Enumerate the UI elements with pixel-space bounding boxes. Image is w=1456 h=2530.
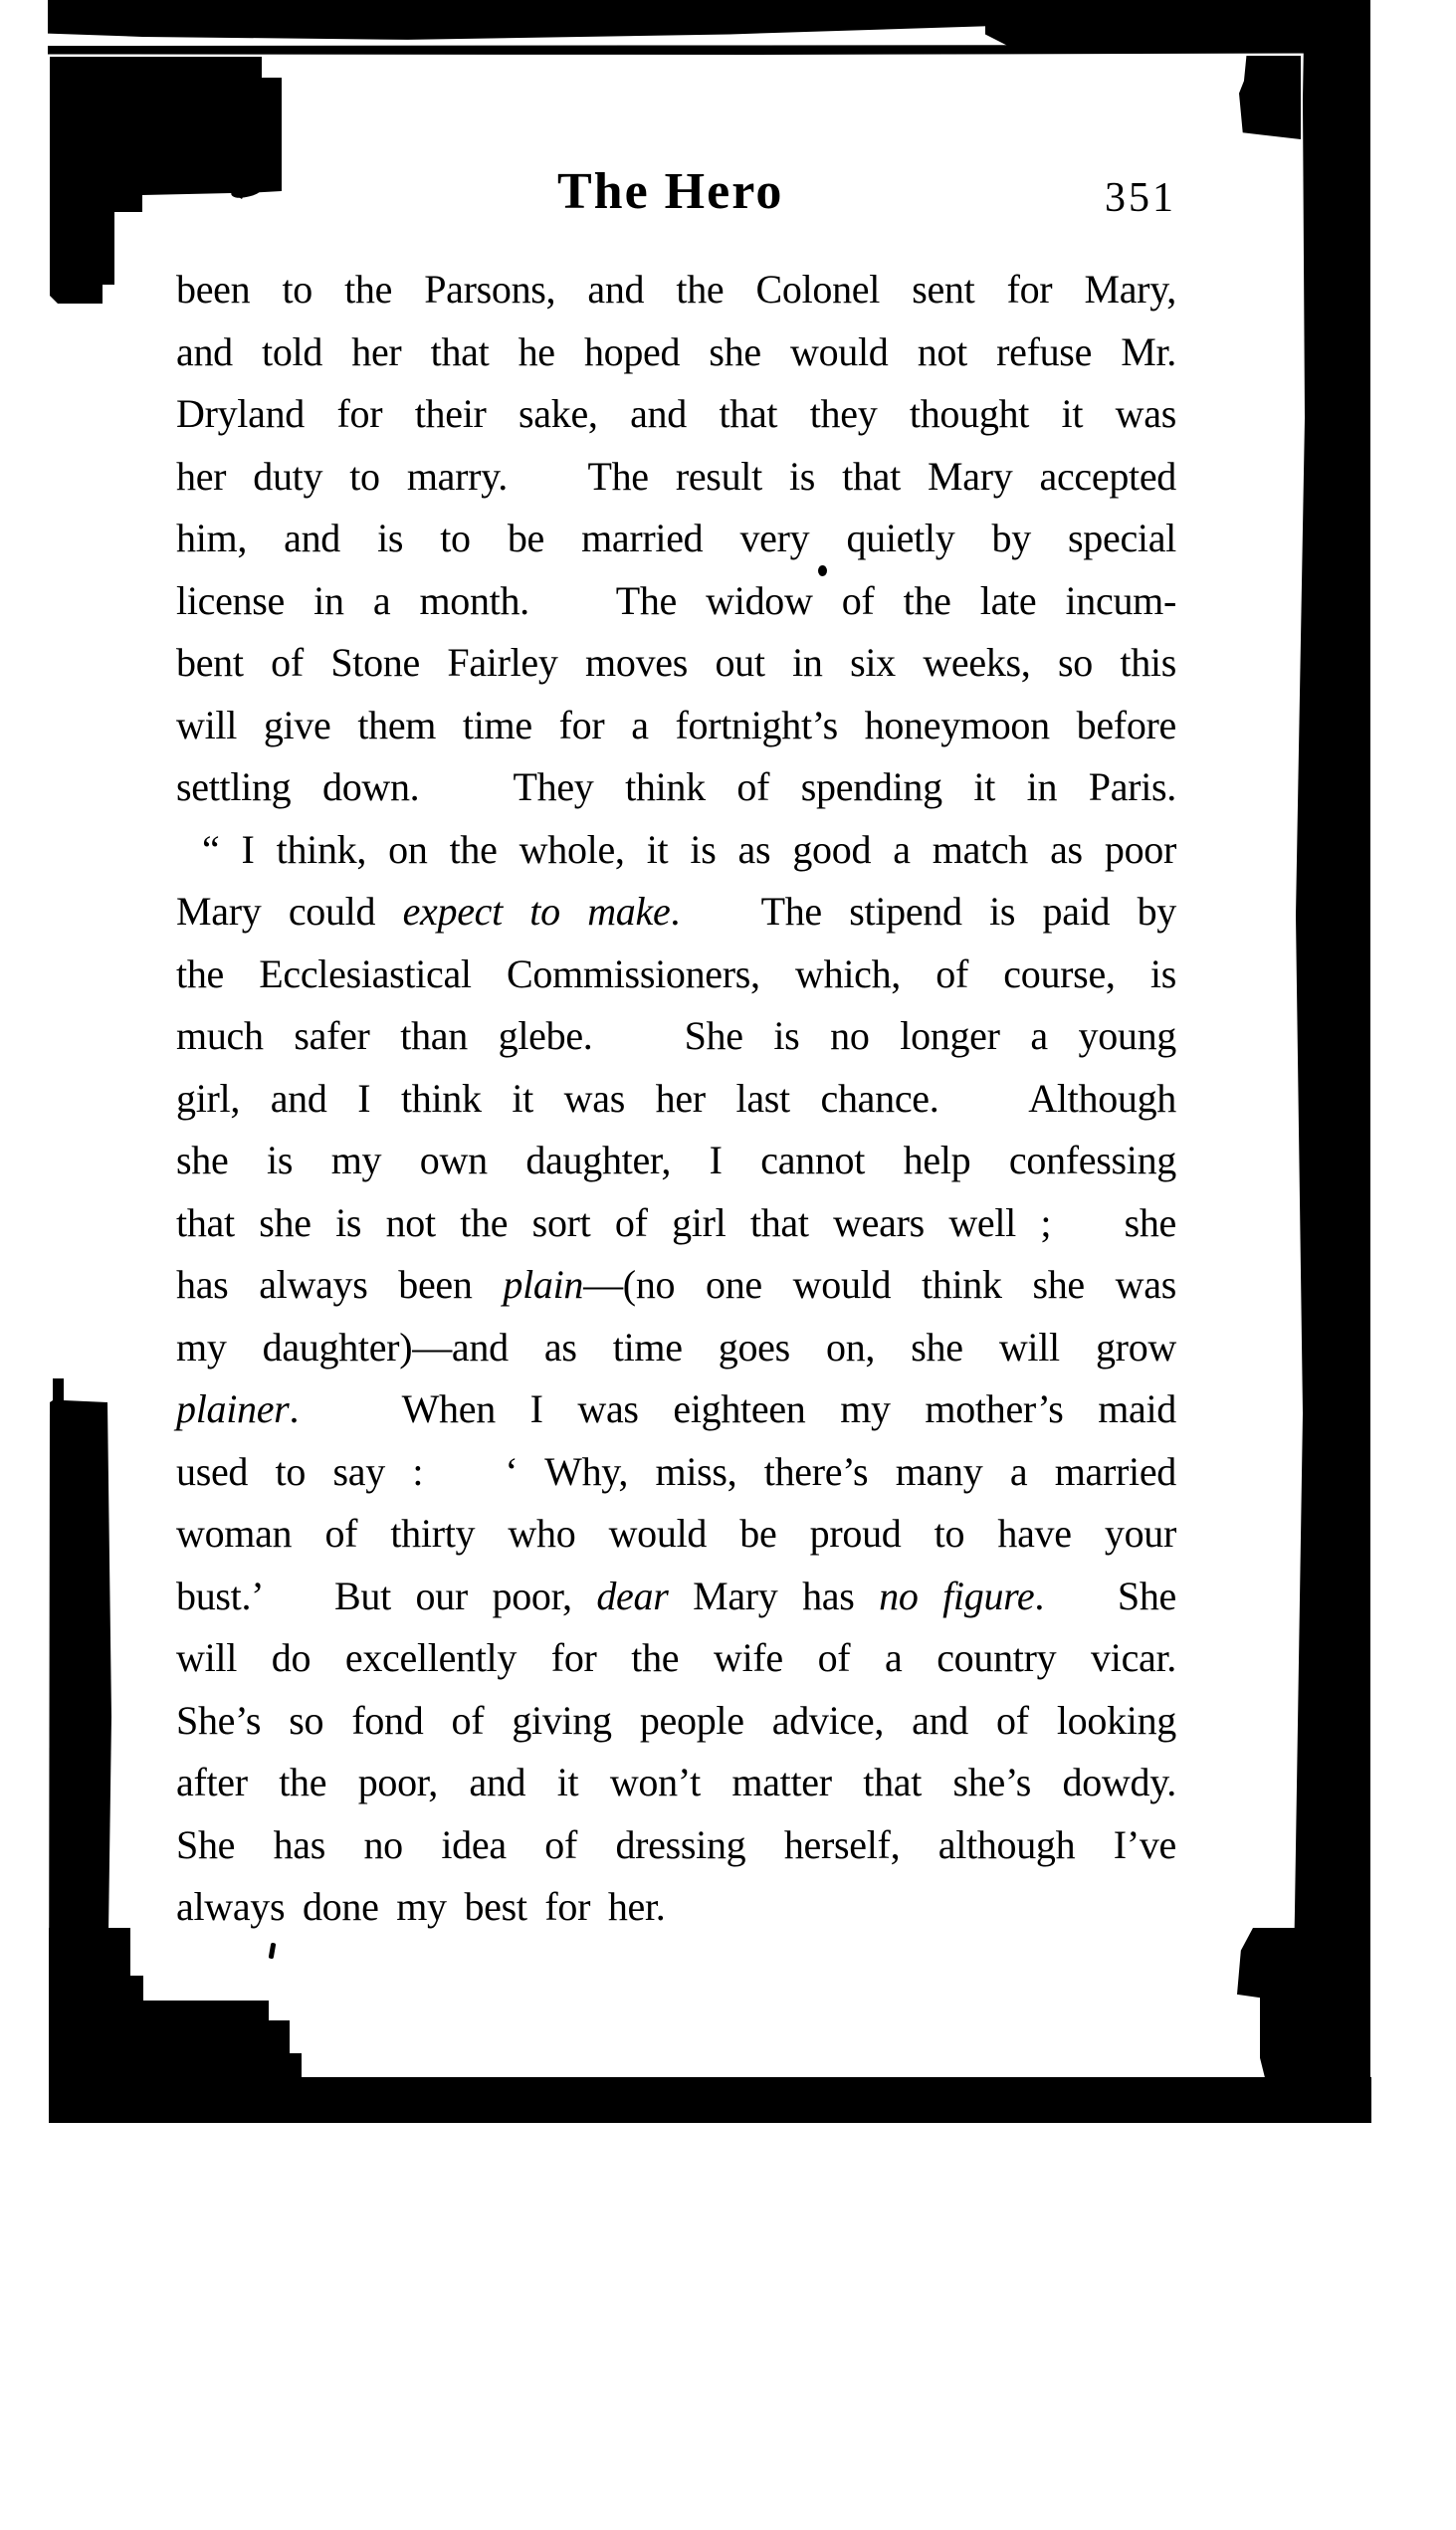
text-block: [176, 259, 1176, 1939]
text-line: [176, 1192, 1176, 1255]
text-line: [176, 632, 1176, 695]
text-line: [176, 1005, 1176, 1068]
ink-band-bottom: [49, 2077, 1371, 2123]
text-line: [176, 756, 1176, 819]
text-line: [176, 446, 1176, 509]
text-segment: “ I think, on the whole, it is as good a match as poor: [202, 826, 1176, 872]
text-segment: him, and is to be married very quietly by special: [176, 516, 1176, 560]
text-segment: my daughter)—and as time goes on, she will grow: [176, 1324, 1176, 1370]
ink-strip-right: [1291, 40, 1370, 2123]
ink-blob-right-lower-2: [1260, 1997, 1304, 2084]
text-segment: her duty to marry. The result is that Mary accepted: [176, 453, 1176, 499]
text-segment: Dryland for their sake, and that they thought it was: [176, 391, 1176, 436]
text-line: [176, 1317, 1176, 1379]
text-line: [176, 321, 1176, 384]
text-segment: used to say : ‘ Why, miss, there’s many a married: [176, 1448, 1176, 1494]
text-line: [176, 1752, 1176, 1814]
text-segment: girl, and I think it was her last chance. Although: [176, 1075, 1176, 1121]
text-line: [176, 881, 1176, 944]
page-number: 351: [1105, 175, 1176, 221]
text-segment: will give them time for a fortnight’s honeymoon before: [176, 702, 1176, 747]
text-segment: settling down. They think of spending it in Paris.: [176, 764, 1176, 809]
text-line: [176, 259, 1176, 321]
italic-text-segment: plain: [503, 1262, 584, 1307]
text-segment: bust.’ But our poor,: [176, 1573, 597, 1618]
ink-blob-right-upper: [1239, 56, 1301, 139]
text-segment: woman of thirty who would be proud to have your: [176, 1511, 1176, 1556]
text-line: [176, 508, 1176, 570]
text-line: [176, 819, 1176, 882]
text-line: [176, 383, 1176, 446]
text-segment: She has no idea of dressing herself, although I’ve: [176, 1821, 1176, 1867]
text-line: [176, 1254, 1176, 1317]
ink-line-top: [48, 45, 1324, 55]
text-segment: will do excellently for the wife of a country vicar.: [176, 1635, 1176, 1680]
text-segment: been to the Parsons, and the Colonel sent for Mary,: [176, 267, 1176, 312]
text-line: [176, 1566, 1176, 1628]
ink-dot: [818, 565, 827, 576]
italic-text-segment: plainer: [176, 1386, 290, 1431]
text-line: [176, 1627, 1176, 1690]
ink-blob-right-lower-1: [1237, 1928, 1301, 2003]
text-segment: has always been: [176, 1262, 504, 1307]
text-segment: always done my best for her.: [176, 1884, 666, 1929]
text-segment: . She: [1034, 1573, 1176, 1618]
text-segment: that she is not the sort of girl that wears well ; she: [176, 1199, 1176, 1245]
text-line: [176, 944, 1176, 1006]
italic-text-segment: no figure: [879, 1573, 1035, 1618]
text-line: [176, 1690, 1176, 1753]
text-line: [176, 1441, 1176, 1504]
text-segment: —(no one would think she was: [583, 1262, 1176, 1307]
text-segment: after the poor, and it won’t matter that she’s dowdy.: [176, 1760, 1176, 1804]
text-segment: much safer than glebe. She is no longer a young: [176, 1013, 1176, 1058]
ink-step-left-5: [49, 2053, 302, 2077]
text-segment: she is my own daughter, I cannot help confessing: [176, 1138, 1176, 1182]
text-segment: . The stipend is paid by: [670, 889, 1177, 934]
text-line: [176, 1130, 1176, 1192]
text-line: [176, 1876, 1176, 1939]
text-line: [176, 1068, 1176, 1131]
text-line: [176, 1814, 1176, 1877]
running-header-title: The Hero: [557, 163, 784, 220]
italic-text-segment: dear: [596, 1573, 669, 1618]
text-segment: . When I was eighteen my mother’s maid: [289, 1386, 1176, 1431]
text-line: [176, 1503, 1176, 1566]
text-line: [176, 1378, 1176, 1441]
text-segment: bent of Stone Fairley moves out in six weeks, so this: [176, 640, 1176, 685]
text-segment: She’s so fond of giving people advice, and of looking: [176, 1697, 1176, 1743]
text-segment: the Ecclesiastical Commissioners, which, of course, is: [176, 950, 1176, 996]
ink-bar-top: [48, 0, 995, 42]
text-segment: and told her that he hoped she would not refuse Mr.: [176, 328, 1176, 374]
text-segment: Mary has: [668, 1573, 880, 1618]
ink-tick: [269, 1943, 277, 1960]
text-line: [176, 695, 1176, 757]
text-segment: Mary could: [176, 889, 403, 934]
italic-text-segment: expect to make: [402, 889, 671, 934]
text-line: [176, 570, 1176, 633]
text-segment: license in a month. The widow of the late incum-: [176, 577, 1176, 623]
